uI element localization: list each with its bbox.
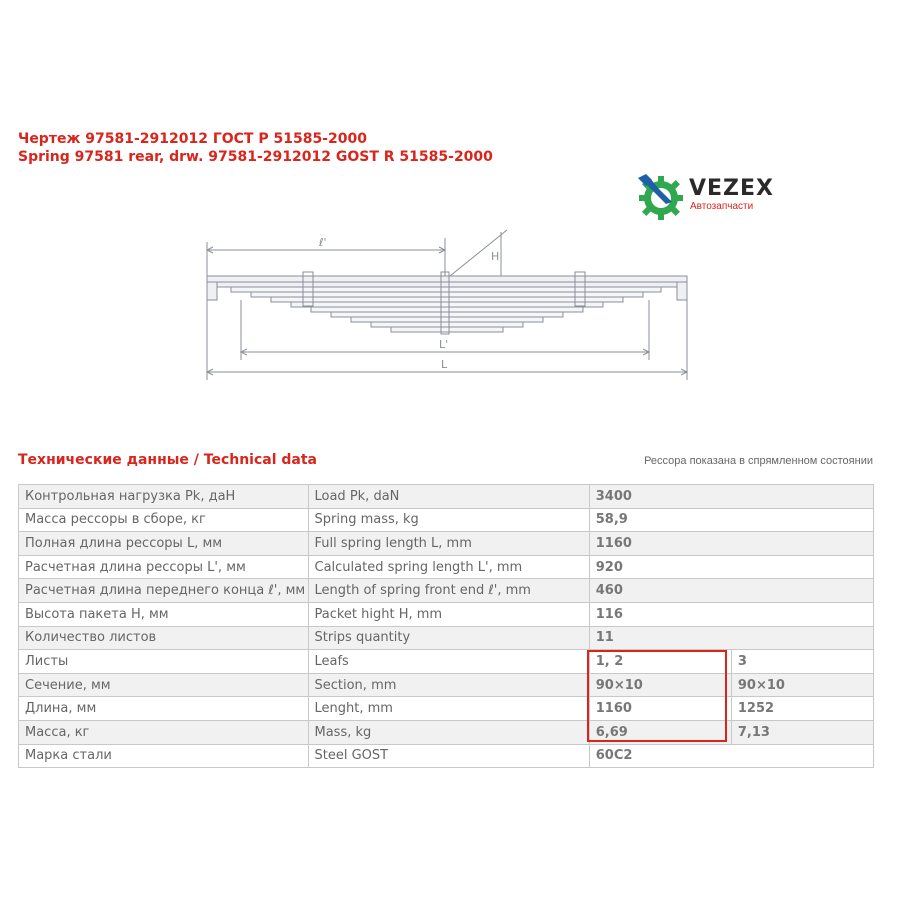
param-name-en: Mass, kg — [308, 720, 589, 744]
param-name-en: Packet hight H, mm — [308, 602, 589, 626]
gear-wrench-icon — [636, 172, 686, 222]
param-name-en: Section, mm — [308, 673, 589, 697]
param-value-leaf3: 3 — [731, 650, 873, 674]
param-name-ru: Марка стали — [19, 744, 309, 768]
vezex-logo — [636, 172, 786, 224]
param-value: 460 — [589, 579, 873, 603]
param-value: 1, 2 — [589, 650, 731, 674]
param-value: 6,69 — [589, 720, 731, 744]
table-row — [19, 602, 874, 626]
title-en: Spring 97581 rear, drw. 97581-2912012 GOST R 51585-2000 — [18, 149, 493, 165]
param-name-en: Steel GOST — [308, 744, 589, 768]
table-row — [19, 673, 874, 697]
param-name-en: Calculated spring length L', mm — [308, 555, 589, 579]
label-calc-length: L' — [439, 338, 449, 351]
param-name-ru: Контрольная нагрузка Pk, даН — [19, 485, 309, 509]
param-name-ru: Расчетная длина переднего конца ℓ', мм — [19, 579, 309, 603]
param-name-en: Length of spring front end ℓ', mm — [308, 579, 589, 603]
table-row — [19, 508, 874, 532]
label-full-length: L — [441, 358, 448, 371]
drawing-title — [18, 130, 493, 166]
param-name-en: Lenght, mm — [308, 697, 589, 721]
param-name-en: Load Pk, daN — [308, 485, 589, 509]
param-name-ru: Расчетная длина рессоры L', мм — [19, 555, 309, 579]
table-row — [19, 555, 874, 579]
logo-name: VEZEX — [689, 176, 774, 201]
param-name-ru: Сечение, мм — [19, 673, 309, 697]
straightened-note: Рессора показана в спрямленном состоянии — [644, 455, 873, 467]
label-height: H — [491, 250, 500, 263]
logo-subtitle: Автозапчасти — [690, 201, 754, 212]
label-front-end: ℓ' — [319, 236, 327, 249]
param-value-leaf3: 90×10 — [731, 673, 873, 697]
param-name-ru: Листы — [19, 650, 309, 674]
table-row — [19, 485, 874, 509]
param-value: 1160 — [589, 532, 873, 556]
param-value: 58,9 — [589, 508, 873, 532]
param-value-leaf3: 7,13 — [731, 720, 873, 744]
param-name-en: Spring mass, kg — [308, 508, 589, 532]
table-row — [19, 579, 874, 603]
param-name-en: Leafs — [308, 650, 589, 674]
title-ru: Чертеж 97581-2912012 ГОСТ Р 51585-2000 — [18, 131, 367, 147]
table-row — [19, 626, 874, 650]
param-value-leaf3: 1252 — [731, 697, 873, 721]
param-name-ru: Высота пакета H, мм — [19, 602, 309, 626]
param-value: 116 — [589, 602, 873, 626]
param-value: 3400 — [589, 485, 873, 509]
section-title: Технические данные / Technical data — [18, 452, 318, 468]
param-value: 90×10 — [589, 673, 731, 697]
param-name-ru: Полная длина рессоры L, мм — [19, 532, 309, 556]
param-value: 11 — [589, 626, 873, 650]
param-value: 60С2 — [589, 744, 873, 768]
param-value: 920 — [589, 555, 873, 579]
param-name-ru: Масса рессоры в сборе, кг — [19, 508, 309, 532]
table-row — [19, 532, 874, 556]
param-name-en: Full spring length L, mm — [308, 532, 589, 556]
param-name-en: Strips quantity — [308, 626, 589, 650]
param-name-ru: Масса, кг — [19, 720, 309, 744]
table-row — [19, 720, 874, 744]
technical-data-table — [18, 484, 874, 768]
param-name-ru: Длина, мм — [19, 697, 309, 721]
param-value: 1160 — [589, 697, 731, 721]
table-row — [19, 744, 874, 768]
table-row — [19, 697, 874, 721]
param-name-ru: Количество листов — [19, 626, 309, 650]
leaf-spring-drawing — [195, 220, 705, 390]
table-row — [19, 650, 874, 674]
